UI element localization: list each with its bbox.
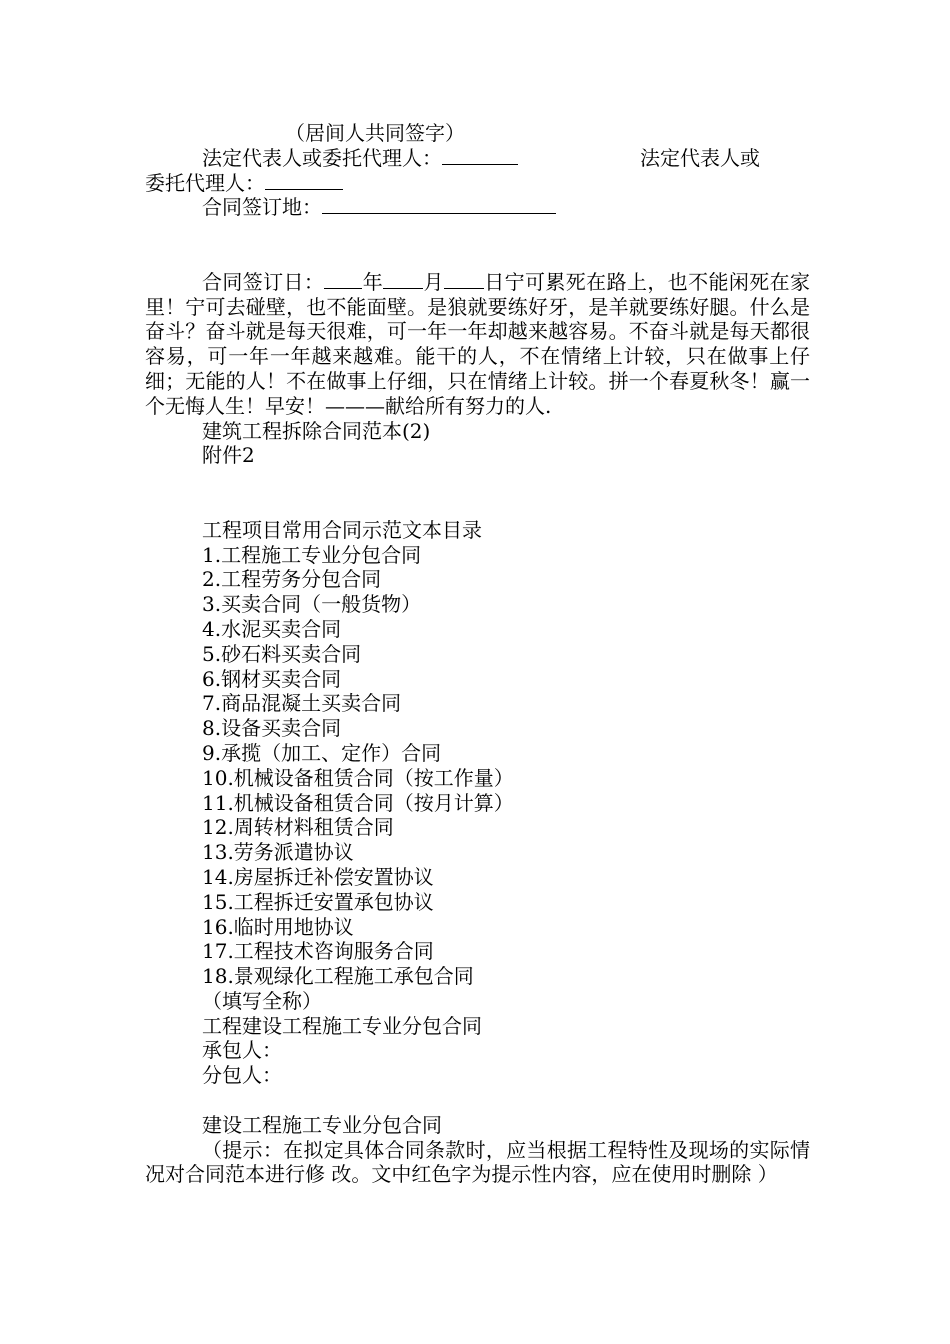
toc-item: 3.买卖合同（一般货物）	[202, 592, 422, 617]
toc-title: 工程项目常用合同示范文本目录	[202, 517, 482, 542]
toc-item: 6.钢材买卖合同	[202, 666, 342, 691]
toc-item: 7.商品混凝土买卖合同	[202, 691, 402, 716]
toc-item: 2.工程劳务分包合同	[202, 567, 382, 592]
contractor-label: 承包人：	[202, 1038, 282, 1063]
fill-fullname-note: （填写全称）	[202, 988, 322, 1013]
legal-rep-label-b: 法定代表人或	[640, 145, 760, 170]
contract-subtitle: 建设工程施工专业分包合同	[202, 1112, 442, 1137]
legal-rep-label-b-cont: 委托代理人：	[145, 170, 265, 195]
motto-text: 日宁可累死在路上，也不能闲死在家里！宁可去碰壁，也不能面壁。是狼就要练好牙，是羊就要练好腿。什么是奋斗？奋斗就是每天很难，可一年一年却越来越容易。不奋斗就是每天都很容易，可一年一年越来越难。能干的人，不在情绪上计较，只在做事上仔细；无能的人！不在做事上仔细，只在情绪上计较。拼一个春夏秋冬！赢一个无悔人生！早安！———献给所有努力的人.	[145, 269, 811, 418]
blank-underline	[324, 270, 362, 289]
contract-heading: 工程建设工程施工专业分包合同	[202, 1013, 482, 1038]
toc-item: 8.设备买卖合同	[202, 716, 342, 741]
toc-item: 14.房屋拆迁补偿安置协议	[202, 864, 434, 889]
blank-underline	[444, 270, 484, 289]
toc-item: 9.承揽（加工、定作）合同	[202, 740, 442, 765]
sign-place-line	[145, 195, 810, 220]
toc-item: 12.周转材料租赁合同	[202, 815, 394, 840]
toc-item: 1.工程施工专业分包合同	[202, 542, 422, 567]
toc-item: 16.临时用地协议	[202, 914, 354, 939]
toc-item: 10.机械设备租赁合同（按工作量）	[202, 765, 514, 790]
intermediary-sign-line: （居间人共同签字）	[285, 121, 465, 145]
legal-rep-label-a: 法定代表人或委托代理人：	[202, 145, 442, 170]
toc-item: 13.劳务派遣协议	[202, 840, 354, 865]
toc-item: 18.景观绿化工程施工承包合同	[202, 964, 474, 989]
toc-item: 17.工程技术咨询服务合同	[202, 939, 434, 964]
hint-paragraph: （提示：在拟定具体合同条款时，应当根据工程特性及现场的实际情况对合同范本进行修 改。文中红色字为提示性内容，应在使用时删除 ）	[145, 1137, 810, 1187]
sign-date-paragraph	[145, 270, 810, 419]
subcontractor-label: 分包人：	[202, 1063, 282, 1088]
sign-place-label: 合同签订地：	[202, 195, 322, 220]
section-title: 建筑工程拆除合同范本(2)	[202, 418, 431, 443]
legal-rep-line	[145, 146, 810, 196]
month-label: 月	[423, 269, 444, 294]
blank-underline	[383, 270, 423, 289]
attachment-label: 附件2	[202, 443, 255, 468]
toc-item: 4.水泥买卖合同	[202, 616, 342, 641]
blank-underline	[322, 195, 556, 214]
document-body	[145, 121, 810, 1187]
year-label: 年	[362, 269, 384, 294]
sign-date-label: 合同签订日：	[202, 269, 325, 294]
toc-list	[145, 543, 810, 989]
toc-item: 5.砂石料买卖合同	[202, 641, 362, 666]
blank-underline	[442, 146, 518, 165]
blank-underline	[265, 171, 343, 190]
toc-item: 11.机械设备租赁合同（按月计算）	[202, 790, 514, 815]
toc-item: 15.工程拆迁安置承包协议	[202, 889, 434, 914]
